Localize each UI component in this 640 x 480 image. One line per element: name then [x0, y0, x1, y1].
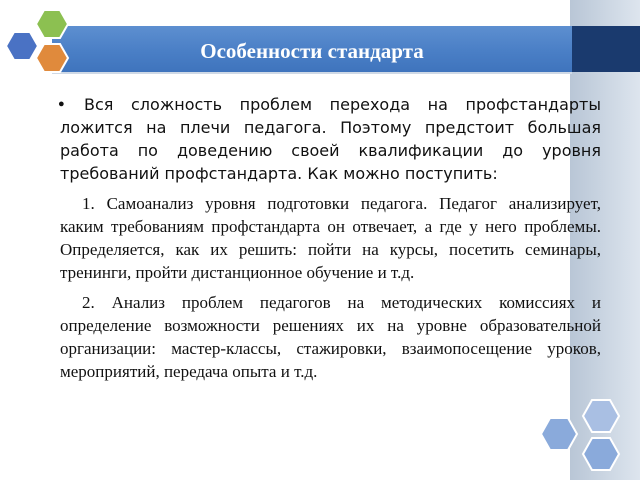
intro-paragraph	[60, 93, 601, 185]
decorative-hexagons-icon	[530, 398, 640, 480]
title-bar-accent	[572, 26, 640, 72]
light-blue-hexagon	[583, 400, 619, 432]
slide-title: Особенности стандарта	[200, 39, 424, 63]
blue-hexagon	[6, 32, 38, 60]
bullet-icon: ●	[58, 98, 65, 110]
step1-paragraph: 1. Самоанализ уровня подготовки педагога. Педагог анализирует, каким требованиям профстандарта он отвечает, а где у него проблемы. Определяется, как их решить: пойти на курсы, посетить семинары, тренинги, пройти дистанционное обучение и т.д.	[60, 194, 601, 282]
hexagon-logo-icon	[0, 8, 80, 78]
step2-paragraph: 2. Анализ проблем педагогов на методических комиссиях и определение возможности решениях их на уровне образовательной организации: мастер-классы, стажировки, взаимопосещение уроков, мероприятий, передача опыта и т.д.	[60, 293, 601, 381]
orange-hexagon	[36, 44, 68, 72]
light-blue-hexagon	[583, 438, 619, 470]
slide-body	[60, 93, 601, 390]
green-hexagon	[36, 10, 68, 38]
intro-text: Вся сложность проблем перехода на профстандарты ложится на плечи педагога. Поэтому предстоит большая работа по доведению своей квалификации до уровня требований профстандарта. Как можно поступить:	[60, 95, 601, 183]
light-blue-hexagon	[541, 418, 577, 450]
